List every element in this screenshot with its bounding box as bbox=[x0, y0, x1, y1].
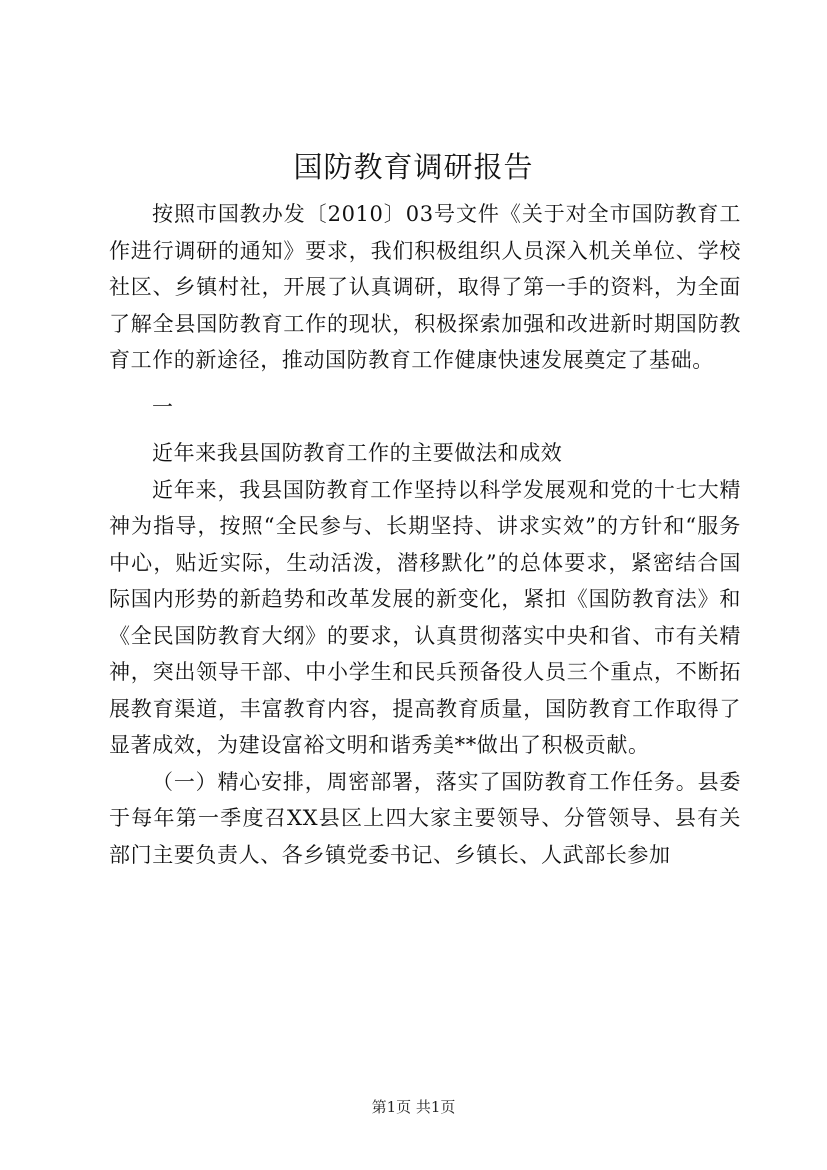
page-footer: 第1页 共1页 bbox=[371, 1098, 456, 1116]
paragraph-achievements: 近年来，我县国防教育工作坚持以科学发展观和党的十七大精神为指导，按照“全民参与、长期坚持、讲求实效”的方针和“服务中心，贴近实际，生动活泼，潜移默化”的总体要求，紧密结合国际国内形势的新趋势和改革发展的新变化，紧扣《国防教育法》和《全民国防教育大纲》的要求，认真贯彻落实中央和省、市有关精神，突出领导干部、中小学生和民兵预备役人员三个重点，不断拓展教育渠道，丰富教育内容，提高教育质量，国防教育工作取得了显著成效，为建设富裕文明和谐秀美**做出了积极贡献。 bbox=[109, 477, 741, 757]
section-heading: 近年来我县国防教育工作的主要做法和成效 bbox=[152, 441, 563, 465]
document-body bbox=[109, 196, 741, 873]
document-title: 国防教育调研报告 bbox=[293, 150, 534, 184]
paragraph-subsection-1: （一）精心安排，周密部署，落实了国防教育工作任务。县委于每年第一季度召XX县区上四大家主要领导、分管领导、县有关部门主要负责人、各乡镇党委书记、乡镇长、人武部长参加 bbox=[109, 769, 741, 867]
paragraph-intro: 按照市国教办发〔2010〕03号文件《关于对全市国防教育工作进行调研的通知》要求，我们积极组织人员深入机关单位、学校社区、乡镇村社，开展了认真调研，取得了第一手的资料，为全面了解全县国防教育工作的现状，积极探索加强和改进新时期国防教育工作的新途径，推动国防教育工作健康快速发展奠定了基础。 bbox=[109, 202, 741, 372]
section-number: 一 bbox=[152, 394, 174, 419]
